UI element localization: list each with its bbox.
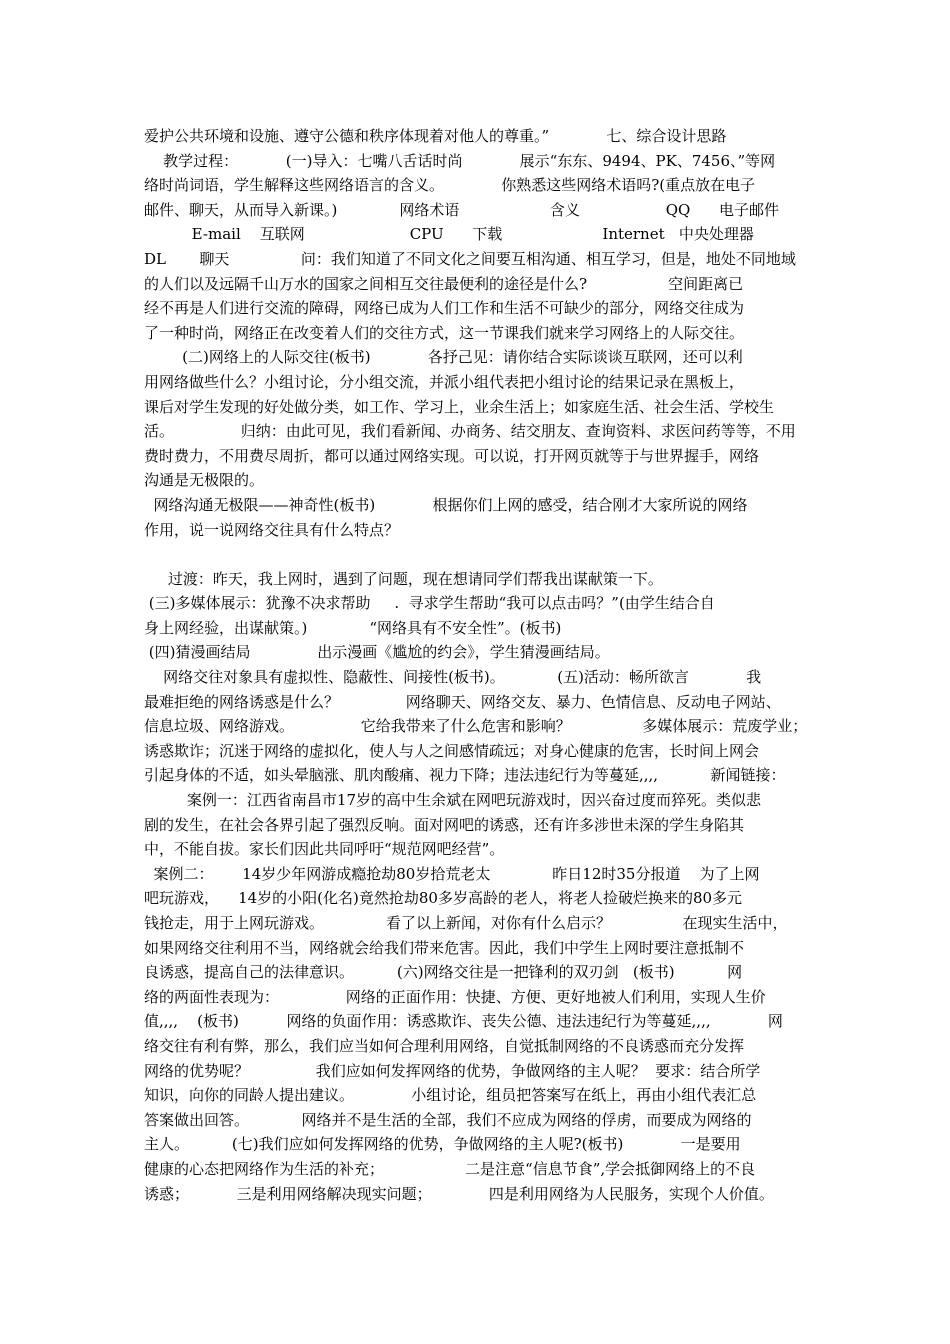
text-line: 如果网络交往利用不当，网络就会给我们带来危害。因此，我们中学生上网时要注意抵制不 xyxy=(144,938,745,957)
text-line: 钱抢走，用于上网玩游戏。 看了以上新闻，对你有什么启示？ 在现实生活中， xyxy=(144,914,788,932)
text-line: 络时尚词语，学生解释这些网络语言的含义。 你熟悉这些网络术语吗?(重点放在电子 xyxy=(144,176,756,195)
text-line: 引起身体的不适，如头晕脑涨、肌肉酸痛、视力下降；违法违纪行为等蔓延,,,, 新闻链接： xyxy=(144,766,786,785)
text-line: 网络沟通无极限——神奇性(板书) 根据你们上网的感受，结合刚才大家所说的网络 xyxy=(144,495,748,514)
text-line: 经不再是人们进行交流的障碍，网络已成为人们工作和生活不可缺少的部分，网络交往成为 xyxy=(144,299,745,318)
text-line: 主人。 (七)我们应如何发挥网络的优势，争做网络的主人呢?(板书) 一是要用 xyxy=(144,1135,741,1154)
text-line: 值,,,, (板书) 网络的负面作用：诱惑欺诈、丧失公德、违法违纪行为等蔓延,,,, 网 xyxy=(144,1012,783,1031)
lesson-plan-text xyxy=(144,124,810,1206)
text-line: 知识，向你的同龄人提出建议。 小组讨论，组员把答案写在纸上，再由小组代表汇总 xyxy=(144,1086,757,1105)
text-line: 健康的心态把网络作为生活的补充； 二是注意“信息节食”,学会抵御网络上的不良 xyxy=(144,1159,756,1178)
text-line: 答案做出回答。 网络并不是生活的全部，我们不应成为网络的俘虏，而要成为网络的 xyxy=(144,1110,752,1129)
text-line: 吧玩游戏， 14岁的小阳(化名)竟然抢劫80多岁高龄的老人，将老人捡破烂换来的80多元 xyxy=(144,889,743,908)
text-line: 了一种时尚，网络正在改变着人们的交往方式，这一节课我们就来学习网络上的人际交往。 xyxy=(144,323,745,342)
text-line: 络交往有利有弊，那么，我们应当如何合理利用网络，自觉抵制网络的不良诱惑而充分发挥 xyxy=(144,1036,745,1055)
text-line: 良诱惑，提高自己的法律意识。 (六)网络交往是一把锋利的双刃剑 (板书) 网 xyxy=(144,963,743,982)
text-line: DL 聊天 问：我们知道了不同文化之间要互相沟通、相互学习，但是，地处不同地域 xyxy=(144,249,796,268)
text-line: 诱惑； 三是利用网络解决现实问题； 四是利用网络为人民服务，实现个人价值。 xyxy=(144,1184,774,1203)
text-line: 信息垃圾、网络游戏。 它给我带来了什么危害和影响？ 多媒体展示：荒废学业； xyxy=(144,717,808,736)
text-line: (二)网络上的人际交往(板书) 各抒己见：请你结合实际谈谈互联网，还可以利 xyxy=(144,348,743,367)
text-line xyxy=(144,542,810,567)
text-line: 过渡：昨天，我上网时，遇到了问题，现在想请同学们帮我出谋献策一下。 xyxy=(144,569,663,588)
text-line: 费时费力，不用费尽周折，都可以通过网络实现。可以说，打开网页就等于与世界握手，网络 xyxy=(144,446,760,465)
text-line: 最难拒绝的网络诱惑是什么？ 网络聊天、网络交友、暴力、色情信息、反动电子网站、 xyxy=(144,692,781,711)
text-line: (三)多媒体展示：犹豫不决求帮助 . 寻求学生帮助“我可以点击吗？”(由学生结合自 xyxy=(144,594,715,613)
text-line: 网络交往对象具有虚拟性、隐蔽性、间接性(板书)。 (五)活动：畅所欲言 我 xyxy=(144,668,762,687)
text-line: 爱护公共环境和设施、遵守公德和秩序体现着对他人的尊重。” 七、综合设计思路 xyxy=(144,127,727,145)
text-line: 网络的优势呢？ 我们应如何发挥网络的优势，争做网络的主人呢？ 要求：结合所学 xyxy=(144,1061,761,1080)
text-line: 案例二： 14岁少年网游成瘾抢劫80岁拾荒老太 昨日12时35分报道 为了上网 xyxy=(144,864,760,883)
text-line: 邮件、聊天，从而导入新课。) 网络术语 含义 QQ 电子邮件 xyxy=(144,200,779,219)
text-line: 沟通是无极限的。 xyxy=(144,471,265,490)
text-line: 作用，说一说网络交往具有什么特点？ xyxy=(144,520,400,539)
text-line: (四)猜漫画结局 出示漫画《尴尬的约会》，学生猜漫画结局。 xyxy=(144,643,610,662)
text-line: 诱惑欺诈；沉迷于网络的虚拟化，使人与人之间感情疏远；对身心健康的危害，长时间上网会 xyxy=(144,741,760,760)
text-line: 用网络做些什么？小组讨论，分小组交流，并派小组代表把小组讨论的结果记录在黑板上， xyxy=(144,372,745,391)
text-line: 络的两面性表现为： 网络的正面作用：快捷、方便、更好地被人们利用，实现人生价 xyxy=(144,987,766,1006)
text-line: 中，不能自拔。家长们因此共同呼吁“规范网吧经营”。 xyxy=(144,840,505,859)
text-line: 课后对学生发现的好处做分类，如工作、学习上，业余生活上；如家庭生活、社会生活、学校生 xyxy=(144,397,775,416)
text-line: 案例一：江西省南昌市17岁的高中生余斌在网吧玩游戏时，因兴奋过度而猝死。类似悲 xyxy=(144,791,762,810)
text-line: 剧的发生，在社会各界引起了强烈反响。面对网吧的诱惑，还有许多涉世未深的学生身陷其 xyxy=(144,815,745,834)
text-line: E-mail 互联网 CPU 下载 Internet 中央处理器 xyxy=(144,225,754,244)
text-line: 活。 归纳：由此可见，我们看新闻、办商务、结交朋友、查询资料、求医问药等等，不用 xyxy=(144,422,796,441)
text-line: 教学过程： (一)导入：七嘴八舌话时尚 展示“东东、9494、PK、7456、”等网 xyxy=(144,151,776,170)
text-line: 的人们以及远隔千山万水的国家之间相互交往最便利的途径是什么? 空间距离已 xyxy=(144,274,744,293)
text-line: 身上网经验，出谋献策。) “网络具有不安全性”。(板书) xyxy=(144,618,562,637)
